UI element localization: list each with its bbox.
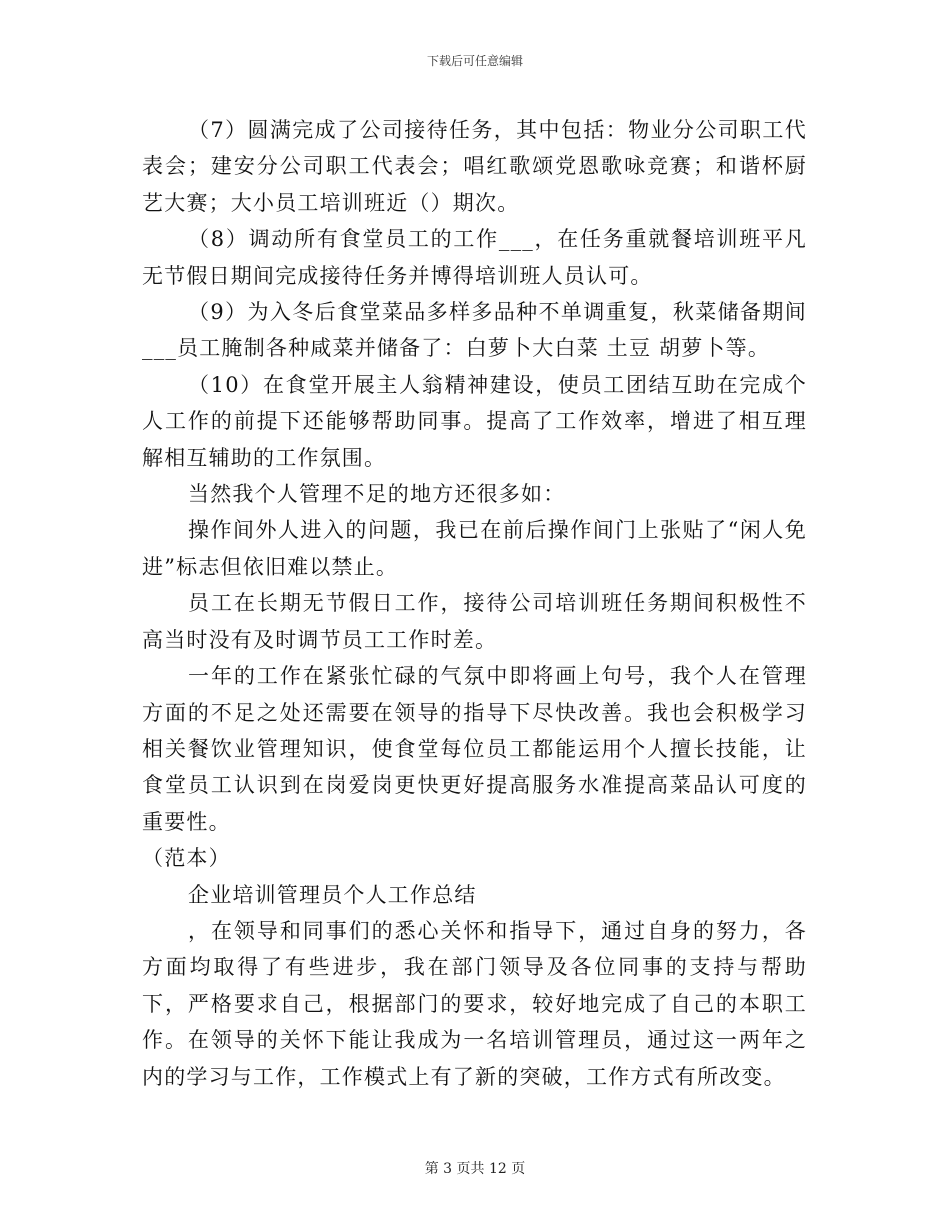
paragraph-item-9: （9）为入冬后食堂菜品多样多品种不单调重复，秋菜储备期间___员工腌制各种咸菜并储备了：白萝卜大白菜 土豆 胡萝卜等。 [142,300,807,361]
paragraph-shortcomings-intro: 当然我个人管理不足的地方还很多如： [188,482,566,507]
document-body [142,112,807,1095]
paragraph-conclusion: 一年的工作在紧张忙碌的气氛中即将画上句号，我个人在管理方面的不足之处还需要在领导的指导下尽快改善。我也会积极学习相关餐饮业管理知识，使食堂每位员工都能运用个人擅长技能，让食堂员工认识到在岗爱岗更快更好提高服务水准提高菜品认可度的重要性。 [142,664,807,834]
page-number: 第 3 页共 12 页 [424,1161,526,1177]
paragraph-template-label: （范本） [142,846,231,871]
paragraph-item-7: （7）圆满完成了公司接待任务，其中包括：物业分公司职工代表会；建安分公司职工代表会；唱红歌颂党恩歌咏竞赛；和谐杯厨艺大赛；大小员工培训班近（）期次。 [142,118,807,215]
section-title: 企业培训管理员个人工作总结 [188,882,477,907]
paragraph-summary-body: ，在领导和同事们的悉心关怀和指导下，通过自身的努力，各方面均取得了有些进步，我在部门领导及各位同事的支持与帮助下，严格要求自己，根据部门的要求，较好地完成了自己的本职工作。在领导的关怀下能让我成为一名培训管理员，通过这一两年之内的学习与工作，工作模式上有了新的突破，工作方式有所改变。 [142,918,807,1089]
page-header: 下载后可任意编辑 [426,54,523,68]
paragraph-shortcoming-1: 操作间外人进入的问题，我已在前后操作间门上张贴了“闲人免进”标志但依旧难以禁止。 [142,518,807,579]
paragraph-item-8: （8）调动所有食堂员工的工作___，在任务重就餐培训班平凡无节假日期间完成接待任务并博得培训班人员认可。 [142,227,807,288]
paragraph-shortcoming-2: 员工在长期无节假日工作，接待公司培训班任务期间积极性不高当时没有及时调节员工工作时差。 [142,591,807,652]
paragraph-item-10: （10）在食堂开展主人翁精神建设，使员工团结互助在完成个人工作的前提下还能够帮助同事。提高了工作效率，增进了相互理解相互辅助的工作氛围。 [142,372,807,470]
